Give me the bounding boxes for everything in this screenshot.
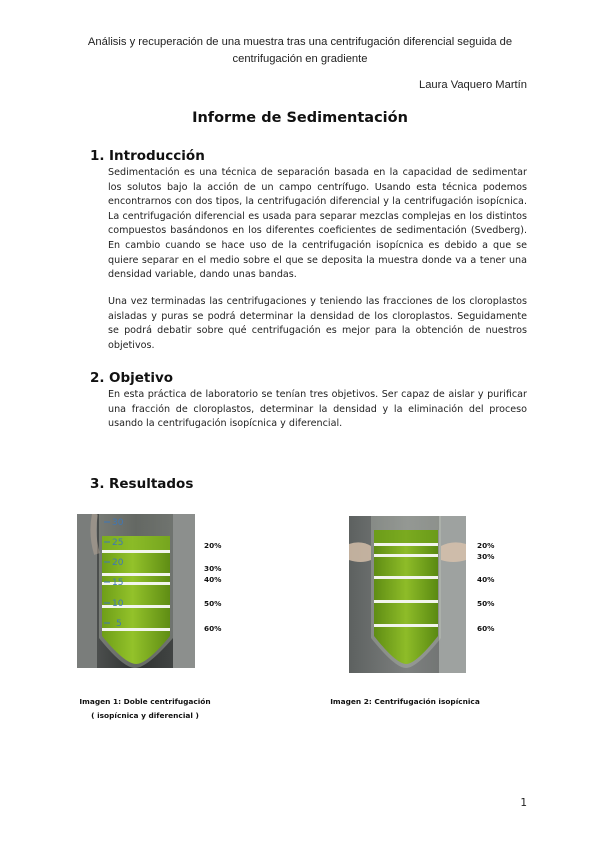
header-line-2: centrifugación en gradiente [232,53,368,65]
gradient-label: 50% [204,599,222,608]
tube-photo-graphic [349,516,466,673]
gradient-label: 40% [477,575,495,584]
gradient-label: 20% [477,541,495,550]
paragraph-introduccion-2: Una vez terminadas las centrifugaciones y teniendo las fracciones de los cloroplastos aisladas y puras se podrá determinar la densidad de los cloroplastos. Seguidamente se podrá debatir sobre qué centrifugación es mejor para la obtención de nuestros objetivos. [108,296,527,351]
gradient-label: 20% [204,541,222,550]
tube-mark: 25 [112,538,124,548]
section-number: 2. [90,370,105,386]
caption-line: ( isopícnica y diferencial ) [91,711,199,720]
section-title: Introducción [109,148,205,164]
section-heading-resultados [90,476,193,492]
section-title: Resultados [109,476,194,492]
section-heading-introduccion [90,148,205,164]
gradient-label: 30% [204,564,222,573]
tube-mark: 10 [112,599,124,609]
figure-caption-2 [320,697,490,706]
document-title: Informe de Sedimentación [192,110,408,126]
caption-line: Imagen 1: Doble centrifugación [79,697,211,706]
caption-line: Imagen 2: Centrifugación isopícnica [330,697,480,706]
gradient-label: 60% [204,624,222,633]
tube-mark: 15 [112,578,124,588]
tube-mark: 5 [116,619,122,629]
tube-photo-graphic [77,514,195,668]
gradient-label: 30% [477,552,495,561]
paragraph-objetivo: En esta práctica de laboratorio se tenían tres objetivos. Ser capaz de aislar y purificar una fracción de cloroplastos, determinar la densidad y la eliminación del proceso usando la centrifugación isopícnica y diferencial. [108,389,527,430]
tube-photo-isopycnic [349,516,466,673]
figure-caption-1 [55,697,235,720]
author-name: Laura Vaquero Martín [418,79,527,91]
section-title: Objetivo [109,370,174,386]
page-number: 1 [520,797,527,809]
header-line-1: Análisis y recuperación de una muestra tras una centrifugación diferencial seguida de [87,36,513,48]
gradient-label: 60% [477,624,495,633]
gradient-label: 50% [477,599,495,608]
tube-photo-double-centrifugation [77,514,195,668]
tube-mark: 20 [112,558,124,568]
paragraph-introduccion-1: Sedimentación es una técnica de separación basada en la capacidad de sedimentar los solutos bajo la acción de un campo centrífugo. Usando esta técnica podemos encontrarnos con dos tipos, la centrifugación diferencial y la centrifugación isopícnica. La centrifugación diferencial es usada para separar mezclas complejas en los distintos compuestos basándonos en los diferentes coeficientes de sedimentación (Svedberg). En cambio cuando se hace uso de la centrifugación isopícnica es debido a que se quiere separar en el medio sobre el que se deposita la muestra donde va a tener una densidad variable, dando unas bandas. [108,167,527,281]
tube-mark: 30 [112,518,124,528]
section-number: 1. [90,148,105,164]
running-header [60,34,540,68]
gradient-label: 40% [204,575,222,584]
section-heading-objetivo [90,370,173,386]
section-number: 3. [90,476,105,492]
